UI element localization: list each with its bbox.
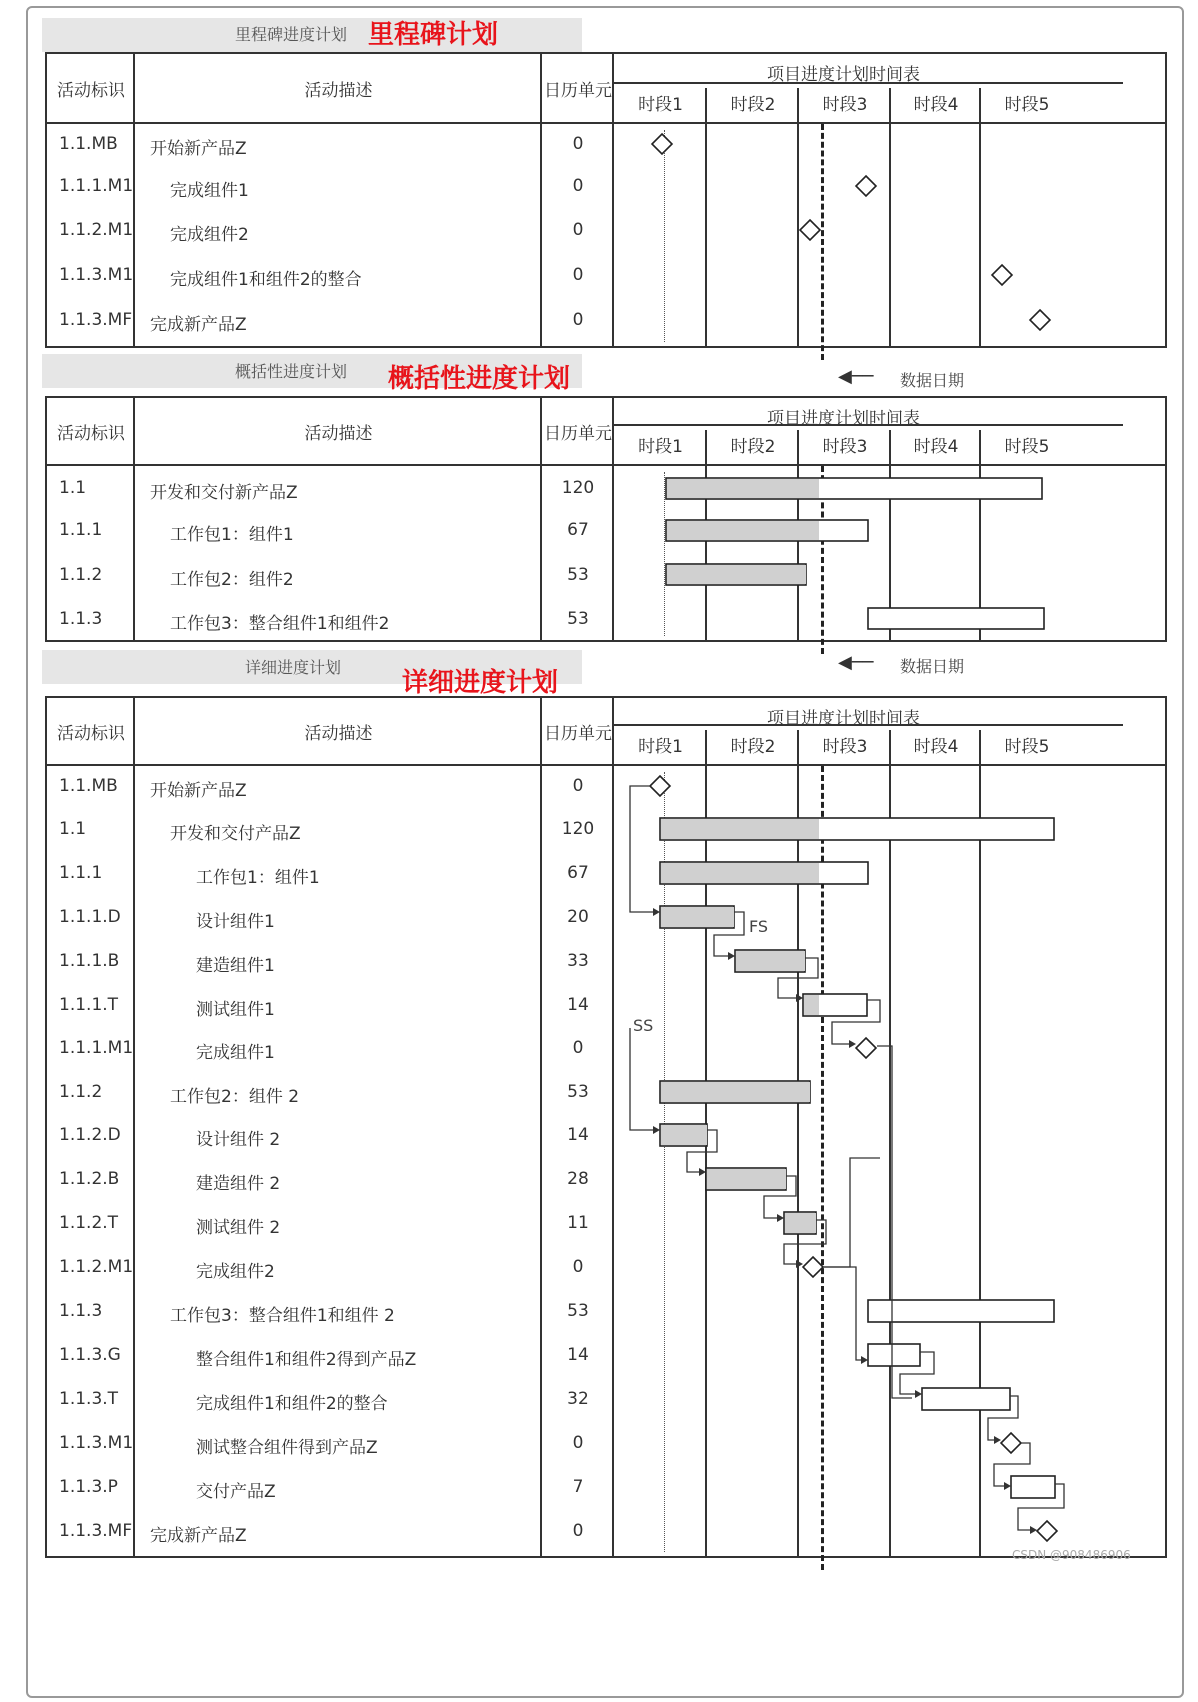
row-desc: 交付产品Z bbox=[196, 1482, 276, 1502]
task-bar bbox=[868, 608, 1044, 629]
row-desc: 测试组件1 bbox=[196, 1000, 275, 1020]
row-id: 1.1.2.B bbox=[59, 1169, 120, 1189]
row-units: 11 bbox=[567, 1213, 589, 1233]
row-units: 20 bbox=[567, 907, 589, 927]
header-period-2: 时段2 bbox=[730, 737, 776, 757]
row-units: 53 bbox=[567, 609, 589, 629]
row-units: 14 bbox=[567, 995, 589, 1015]
task-bar-progress bbox=[804, 995, 819, 1015]
arrowhead-icon bbox=[699, 1168, 706, 1176]
header-period-1: 时段1 bbox=[638, 95, 683, 115]
row-units: 7 bbox=[572, 1477, 584, 1497]
arrowhead-icon bbox=[1030, 1526, 1037, 1534]
row-id: 1.1.3.P bbox=[59, 1477, 118, 1497]
row-id: 1.1.1.D bbox=[59, 907, 121, 927]
arrowhead-icon bbox=[653, 1126, 660, 1134]
milestone-diamond-icon bbox=[1030, 310, 1050, 330]
row-units: 32 bbox=[567, 1389, 589, 1409]
row-units: 67 bbox=[567, 520, 589, 540]
row-units: 53 bbox=[567, 1301, 589, 1321]
header-period-3: 时段3 bbox=[822, 437, 868, 457]
row-id: 1.1 bbox=[59, 478, 87, 498]
row-desc: 开始新产品Z bbox=[150, 781, 247, 801]
task-bar-progress bbox=[661, 819, 819, 839]
left-arrow-icon: ◀── bbox=[838, 366, 874, 387]
row-id: 1.1.2.M1 bbox=[59, 1257, 134, 1277]
header-period-3: 时段3 bbox=[822, 737, 868, 757]
section-band-label: 详细进度计划 bbox=[245, 658, 342, 677]
task-bar bbox=[868, 1344, 920, 1366]
dependency-connector bbox=[823, 1267, 861, 1360]
arrowhead-icon bbox=[849, 1040, 856, 1048]
row-units: 28 bbox=[567, 1169, 589, 1189]
milestone-diamond-icon bbox=[856, 1038, 876, 1058]
row-id: 1.1.3.M1 bbox=[59, 1433, 134, 1453]
header-period-4: 时段4 bbox=[913, 737, 959, 757]
row-units: 120 bbox=[561, 819, 595, 839]
row-desc: 工作包1：组件1 bbox=[196, 868, 320, 888]
row-id: 1.1.MB bbox=[59, 776, 118, 796]
row-id: 1.1.3.M1 bbox=[59, 265, 134, 285]
row-id: 1.1.1.T bbox=[59, 995, 119, 1015]
header-activity-desc: 活动描述 bbox=[304, 424, 373, 444]
task-bar-progress bbox=[667, 479, 819, 498]
row-desc: 整合组件1和组件2得到产品Z bbox=[196, 1350, 417, 1370]
arrowhead-icon bbox=[796, 1260, 803, 1268]
arrowhead-icon bbox=[777, 1214, 784, 1222]
data-date-note: 数据日期 bbox=[900, 371, 965, 390]
section-title-detailed: 详细进度计划 bbox=[402, 668, 559, 698]
milestone-diamond-icon bbox=[803, 1257, 823, 1277]
milestone-diamond-icon bbox=[856, 176, 876, 196]
row-desc: 完成组件2 bbox=[196, 1262, 275, 1282]
row-desc: 工作包2：组件 2 bbox=[170, 1087, 300, 1107]
milestone-diamond-icon bbox=[1037, 1521, 1057, 1541]
task-bar-progress bbox=[661, 1082, 810, 1102]
header-calendar-units: 日历单元 bbox=[544, 81, 612, 101]
header-timeline: 项目进度计划时间表 bbox=[767, 409, 920, 429]
dependency-connector bbox=[630, 1028, 653, 1130]
header-activity-desc: 活动描述 bbox=[304, 81, 373, 101]
task-bar-progress bbox=[707, 1169, 786, 1189]
milestone-diamond-icon bbox=[650, 776, 670, 796]
row-units: 120 bbox=[561, 478, 595, 498]
data-date-note: 数据日期 bbox=[900, 657, 965, 676]
task-bar-progress bbox=[736, 951, 805, 971]
arrowhead-icon bbox=[915, 1390, 922, 1398]
row-id: 1.1.1 bbox=[59, 863, 103, 883]
task-bar bbox=[922, 1388, 1010, 1410]
task-bar bbox=[1011, 1476, 1055, 1498]
row-units: 0 bbox=[572, 265, 584, 285]
row-units: 53 bbox=[567, 1082, 589, 1102]
milestone-diamond-icon bbox=[992, 265, 1012, 285]
dependency-connector bbox=[630, 786, 653, 912]
row-desc: 测试整合组件得到产品Z bbox=[196, 1438, 378, 1458]
header-timeline: 项目进度计划时间表 bbox=[767, 709, 920, 729]
header-period-1: 时段1 bbox=[638, 737, 683, 757]
row-id: 1.1.1.B bbox=[59, 951, 120, 971]
header-period-5: 时段5 bbox=[1004, 437, 1050, 457]
row-desc: 开发和交付新产品Z bbox=[150, 483, 298, 503]
fs-label: FS bbox=[749, 917, 769, 936]
row-id: 1.1.3 bbox=[59, 1301, 103, 1321]
arrowhead-icon bbox=[653, 908, 660, 916]
row-desc: 工作包1：组件1 bbox=[170, 525, 294, 545]
left-arrow-icon: ◀── bbox=[838, 652, 874, 673]
row-desc: 开发和交付产品Z bbox=[170, 824, 301, 844]
row-id: 1.1.2 bbox=[59, 1082, 103, 1102]
section-title-milestone: 里程碑计划 bbox=[368, 20, 499, 50]
task-bar-progress bbox=[661, 1125, 707, 1145]
row-id: 1.1.3.T bbox=[59, 1389, 119, 1409]
ss-label: SS bbox=[633, 1016, 654, 1035]
row-units: 14 bbox=[567, 1125, 589, 1145]
header-timeline: 项目进度计划时间表 bbox=[767, 65, 920, 85]
arrowhead-icon bbox=[1004, 1482, 1011, 1490]
row-desc: 开始新产品Z bbox=[150, 139, 247, 159]
row-id: 1.1.2.D bbox=[59, 1125, 121, 1145]
header-period-4: 时段4 bbox=[913, 95, 959, 115]
dependency-connector bbox=[823, 1158, 880, 1267]
row-desc: 完成组件1和组件2的整合 bbox=[170, 270, 362, 290]
row-units: 33 bbox=[567, 951, 589, 971]
row-desc: 工作包3：整合组件1和组件2 bbox=[170, 614, 390, 634]
row-units: 0 bbox=[572, 1038, 584, 1058]
row-id: 1.1.2.M1 bbox=[59, 220, 134, 240]
task-bar bbox=[868, 1300, 1054, 1322]
row-id: 1.1.3 bbox=[59, 609, 103, 629]
row-desc: 完成组件1 bbox=[196, 1043, 275, 1063]
milestone-diamond-icon bbox=[800, 220, 820, 240]
header-calendar-units: 日历单元 bbox=[544, 424, 612, 444]
milestone-diamond-icon bbox=[652, 134, 672, 154]
row-units: 0 bbox=[572, 310, 584, 330]
header-period-5: 时段5 bbox=[1004, 95, 1050, 115]
header-period-1: 时段1 bbox=[638, 437, 683, 457]
section-band-label: 概括性进度计划 bbox=[235, 362, 348, 381]
row-desc: 完成组件1 bbox=[170, 181, 249, 201]
row-units: 53 bbox=[567, 565, 589, 585]
header-activity-id: 活动标识 bbox=[57, 424, 125, 444]
row-id: 1.1.1.M1 bbox=[59, 176, 134, 196]
header-activity-desc: 活动描述 bbox=[304, 724, 373, 744]
header-calendar-units: 日历单元 bbox=[544, 724, 612, 744]
row-id: 1.1.3.MF bbox=[59, 1521, 133, 1541]
row-id: 1.1.2.T bbox=[59, 1213, 119, 1233]
section-title-summary: 概括性进度计划 bbox=[388, 364, 571, 394]
row-units: 67 bbox=[567, 863, 589, 883]
task-bar-progress bbox=[661, 907, 734, 927]
row-id: 1.1.MB bbox=[59, 134, 118, 154]
row-id: 1.1.1.M1 bbox=[59, 1038, 134, 1058]
arrowhead-icon bbox=[796, 994, 803, 1002]
row-desc: 完成新产品Z bbox=[150, 1526, 247, 1546]
header-activity-id: 活动标识 bbox=[57, 81, 125, 101]
header-period-5: 时段5 bbox=[1004, 737, 1050, 757]
row-units: 0 bbox=[572, 134, 584, 154]
header-period-2: 时段2 bbox=[730, 95, 776, 115]
row-units: 0 bbox=[572, 220, 584, 240]
row-desc: 建造组件 2 bbox=[196, 1174, 281, 1194]
row-desc: 工作包3：整合组件1和组件 2 bbox=[170, 1306, 395, 1326]
row-id: 1.1.1 bbox=[59, 520, 103, 540]
row-desc: 工作包2：组件2 bbox=[170, 570, 294, 590]
row-id: 1.1 bbox=[59, 819, 87, 839]
row-units: 14 bbox=[567, 1345, 589, 1365]
row-units: 0 bbox=[572, 1433, 584, 1453]
row-units: 0 bbox=[572, 1257, 584, 1277]
row-units: 0 bbox=[572, 176, 584, 196]
row-desc: 建造组件1 bbox=[196, 956, 275, 976]
row-desc: 设计组件1 bbox=[196, 912, 275, 932]
arrowhead-icon bbox=[728, 952, 735, 960]
row-id: 1.1.3.G bbox=[59, 1345, 121, 1365]
milestone-diamond-icon bbox=[1001, 1433, 1021, 1453]
task-bar-progress bbox=[661, 863, 819, 883]
row-desc: 完成组件1和组件2的整合 bbox=[196, 1394, 388, 1414]
arrowhead-icon bbox=[994, 1436, 1001, 1444]
task-bar-progress bbox=[785, 1213, 816, 1233]
watermark: CSDN @908486906 bbox=[1012, 1548, 1131, 1562]
row-desc: 完成组件2 bbox=[170, 225, 249, 245]
task-bar-progress bbox=[667, 521, 819, 540]
row-units: 0 bbox=[572, 776, 584, 796]
header-period-3: 时段3 bbox=[822, 95, 868, 115]
row-desc: 完成新产品Z bbox=[150, 315, 247, 335]
row-units: 0 bbox=[572, 1521, 584, 1541]
row-desc: 设计组件 2 bbox=[196, 1130, 281, 1150]
header-activity-id: 活动标识 bbox=[57, 724, 125, 744]
section-band-label: 里程碑进度计划 bbox=[235, 25, 348, 44]
header-period-4: 时段4 bbox=[913, 437, 959, 457]
row-desc: 测试组件 2 bbox=[196, 1218, 281, 1238]
header-period-2: 时段2 bbox=[730, 437, 776, 457]
arrowhead-icon bbox=[861, 1356, 868, 1364]
row-id: 1.1.2 bbox=[59, 565, 103, 585]
task-bar-progress bbox=[667, 565, 806, 584]
row-id: 1.1.3.MF bbox=[59, 310, 133, 330]
